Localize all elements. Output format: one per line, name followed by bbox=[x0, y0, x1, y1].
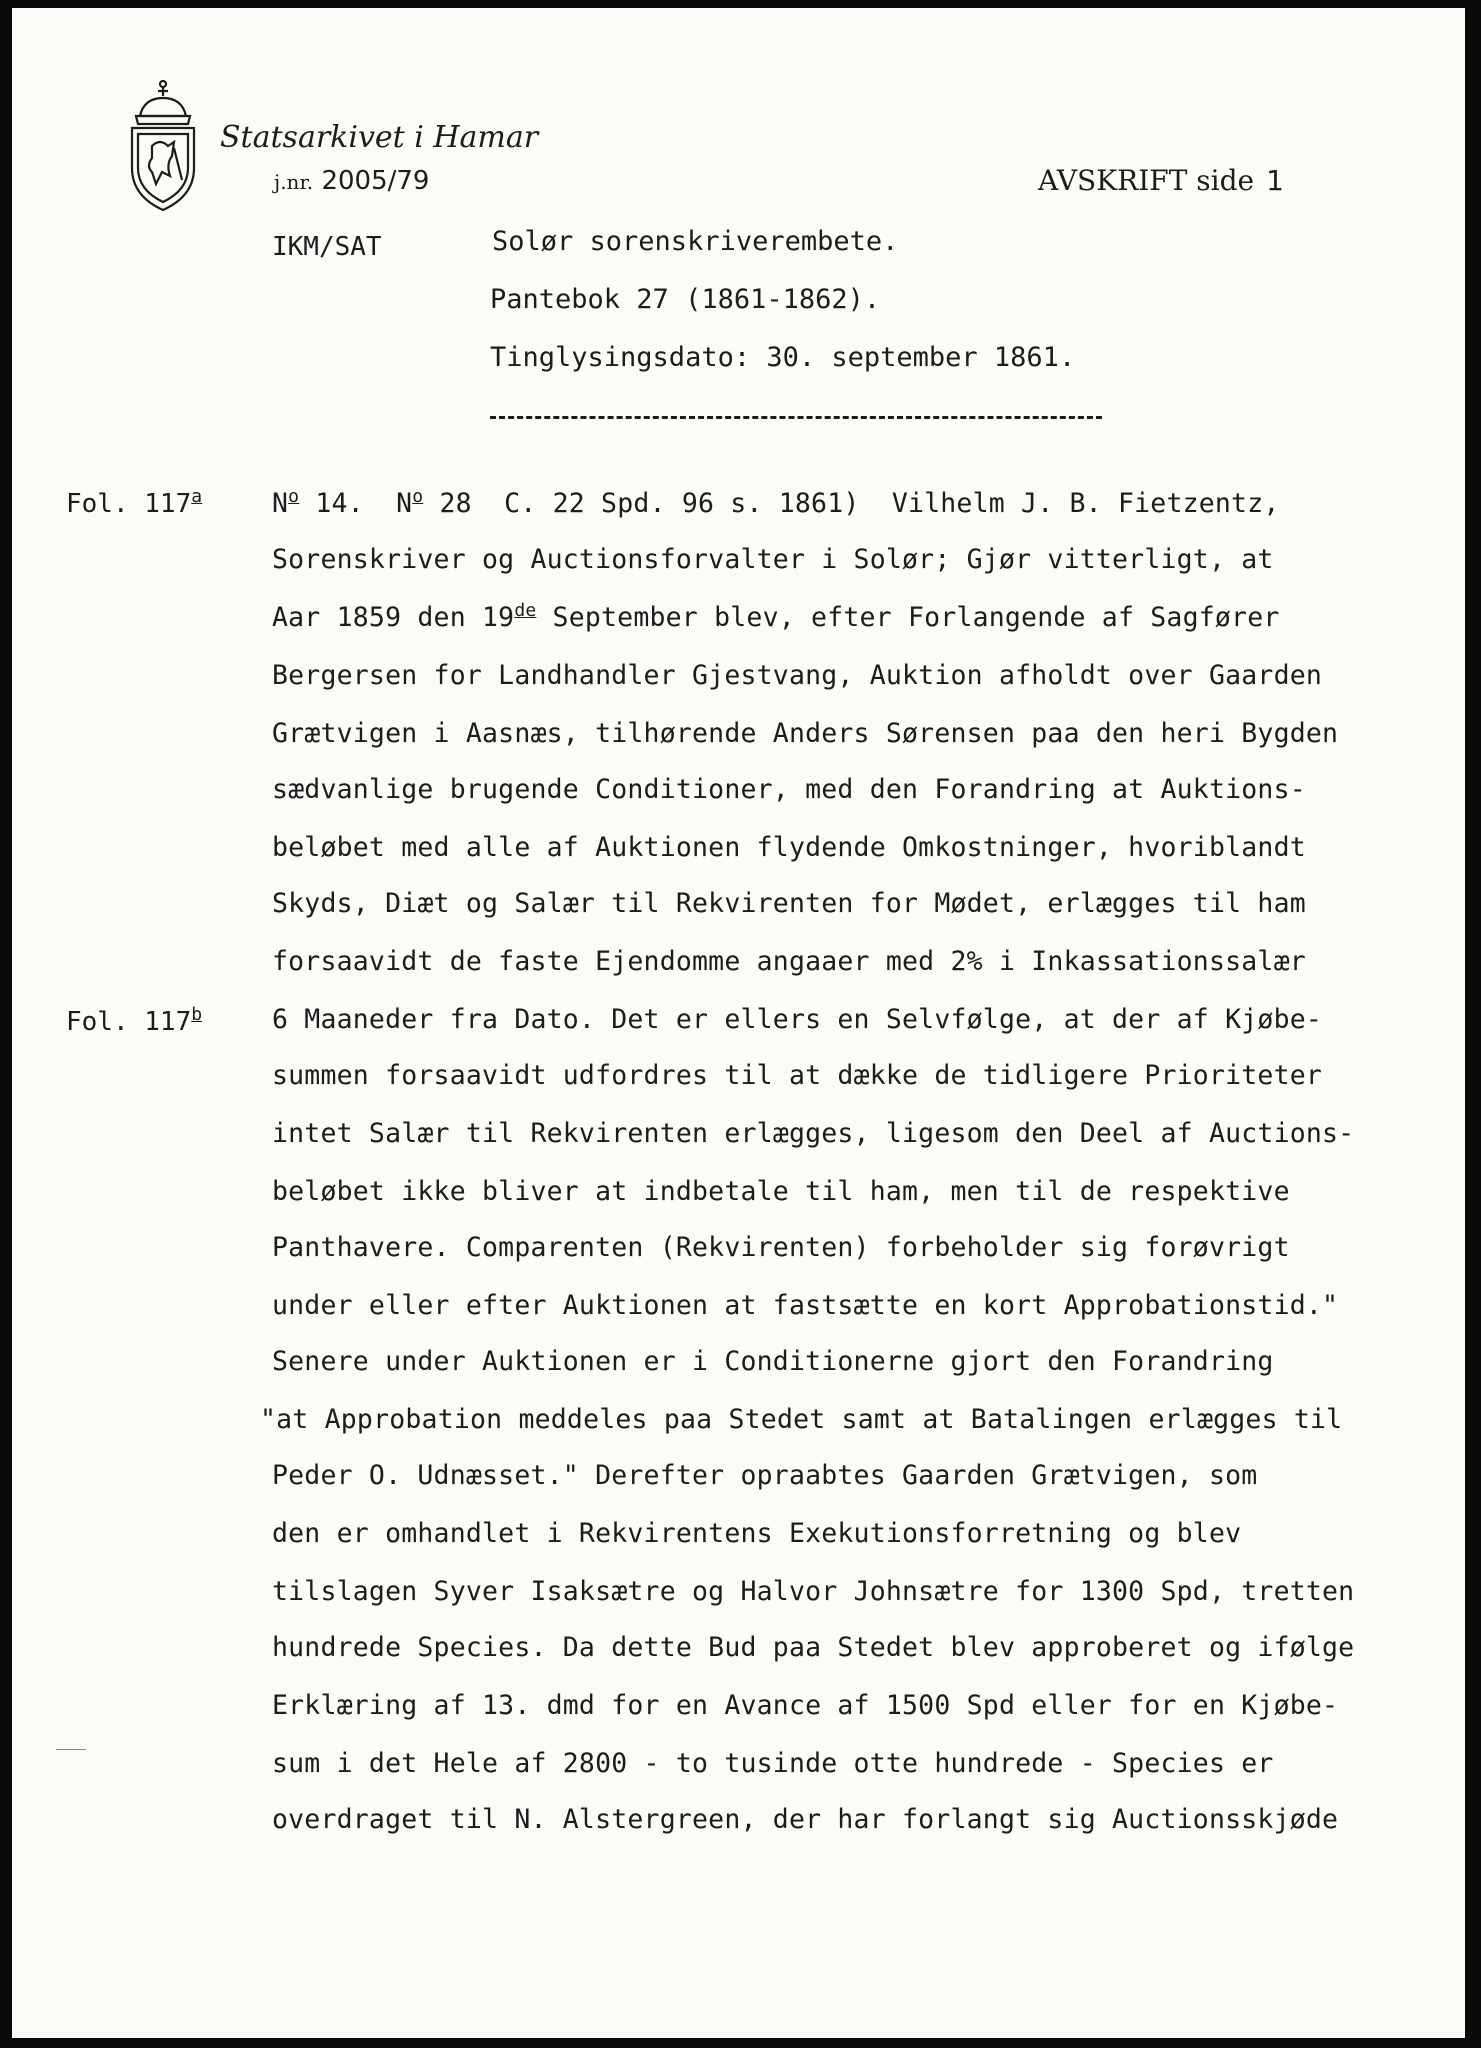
book-title: Pantebok 27 (1861-1862). bbox=[490, 284, 881, 315]
number-sign: N bbox=[396, 488, 413, 519]
initials: IKM/SAT bbox=[272, 232, 382, 262]
text-segment: September blev, efter Forlangende af Sagfører bbox=[536, 602, 1280, 633]
text-line bbox=[272, 486, 1280, 519]
text-line: beløbet ikke bliver at indbetale til ham, men til de respektive bbox=[272, 1176, 1290, 1207]
folio-117a bbox=[66, 486, 202, 519]
text-line: overdraget til N. Alstergreen, der har forlangt sig Auctionsskjøde bbox=[272, 1804, 1339, 1835]
text-line: sædvanlige brugende Conditioner, med den Forandring at Auktions- bbox=[272, 774, 1306, 805]
journal-number bbox=[274, 166, 429, 196]
ordinal-sup: de bbox=[514, 600, 537, 621]
number-sign-sup: o bbox=[288, 486, 300, 507]
folio-suffix: b bbox=[191, 1004, 203, 1025]
text-line: Erklæring af 13. dmd for en Avance af 1500 Spd eller for en Kjøbe- bbox=[272, 1690, 1339, 1721]
margin-mark bbox=[56, 1749, 86, 1750]
document-page bbox=[12, 8, 1465, 2038]
page-number: 1 bbox=[1266, 164, 1284, 197]
text-line: "at Approbation meddeles paa Stedet samt at Batalingen erlægges til bbox=[260, 1404, 1343, 1435]
text-line: summen forsaavidt udfordres til at dække de tidligere Prioriteter bbox=[272, 1060, 1323, 1091]
text-segment: 28 C. 22 Spd. 96 s. 1861) Vilhelm J. B. Fietzentz, bbox=[423, 488, 1280, 519]
office-name: Solør sorenskriverembete. bbox=[492, 226, 899, 257]
text-line: Panthavere. Comparenten (Rekvirenten) forbeholder sig forøvrigt bbox=[272, 1232, 1290, 1263]
text-line: Senere under Auktionen er i Conditionerne gjort den Forandring bbox=[272, 1346, 1274, 1377]
registration-date: Tinglysingsdato: 30. september 1861. bbox=[490, 342, 1076, 373]
text-line: Peder O. Udnæsset." Derefter opraabtes Gaarden Grætvigen, som bbox=[272, 1460, 1258, 1491]
text-line: forsaavidt de faste Ejendomme angaaer med 2% i Inkassationssalær bbox=[272, 946, 1306, 977]
number-sign-sup: o bbox=[412, 486, 424, 507]
folio-suffix: a bbox=[191, 486, 203, 507]
text-line: den er omhandlet i Rekvirentens Exekutionsforretning og blev bbox=[272, 1518, 1242, 1549]
folio-prefix: Fol. 117 bbox=[66, 1007, 192, 1037]
journal-number-prefix: j.nr. bbox=[274, 170, 314, 194]
archive-name: Statsarkivet i Hamar bbox=[220, 120, 539, 155]
text-line: 6 Maaneder fra Dato. Det er ellers en Selvfølge, at der af Kjøbe- bbox=[272, 1004, 1323, 1035]
folio-prefix: Fol. 117 bbox=[66, 489, 192, 519]
text-line: hundrede Species. Da dette Bud paa Stedet blev approberet og ifølge bbox=[272, 1632, 1355, 1663]
text-line: intet Salær til Rekvirenten erlægges, ligesom den Deel af Auctions- bbox=[272, 1118, 1355, 1149]
number-sign: N bbox=[272, 488, 289, 519]
text-line bbox=[272, 600, 1280, 633]
text-line: sum i det Hele af 2800 - to tusinde otte hundrede - Species er bbox=[272, 1748, 1274, 1779]
header-divider bbox=[490, 416, 1102, 419]
text-line: beløbet med alle af Auktionen flydende Omkostninger, hvoriblandt bbox=[272, 832, 1306, 863]
text-segment: Aar 1859 den 19 bbox=[272, 602, 515, 633]
text-line: Skyds, Diæt og Salær til Rekvirenten for Mødet, erlægges til ham bbox=[272, 888, 1306, 919]
text-line: tilslagen Syver Isaksætre og Halvor Johnsætre for 1300 Spd, tretten bbox=[272, 1576, 1355, 1607]
text-segment: 14. bbox=[299, 488, 397, 519]
text-line: Grætvigen i Aasnæs, tilhørende Anders Sørensen paa den heri Bygden bbox=[272, 718, 1339, 749]
folio-117b bbox=[66, 1004, 202, 1037]
text-line: Bergersen for Landhandler Gjestvang, Auktion afholdt over Gaarden bbox=[272, 660, 1323, 691]
journal-number-value: 2005/79 bbox=[321, 166, 430, 196]
text-line: under eller efter Auktionen at fastsætte en kort Approbationstid." bbox=[272, 1290, 1339, 1321]
copy-page-label bbox=[1038, 164, 1284, 197]
text-line: Sorenskriver og Auctionsforvalter i Solør; Gjør vitterligt, at bbox=[272, 544, 1274, 575]
copy-label: AVSKRIFT side bbox=[1038, 164, 1255, 197]
coat-of-arms-icon bbox=[122, 76, 204, 214]
